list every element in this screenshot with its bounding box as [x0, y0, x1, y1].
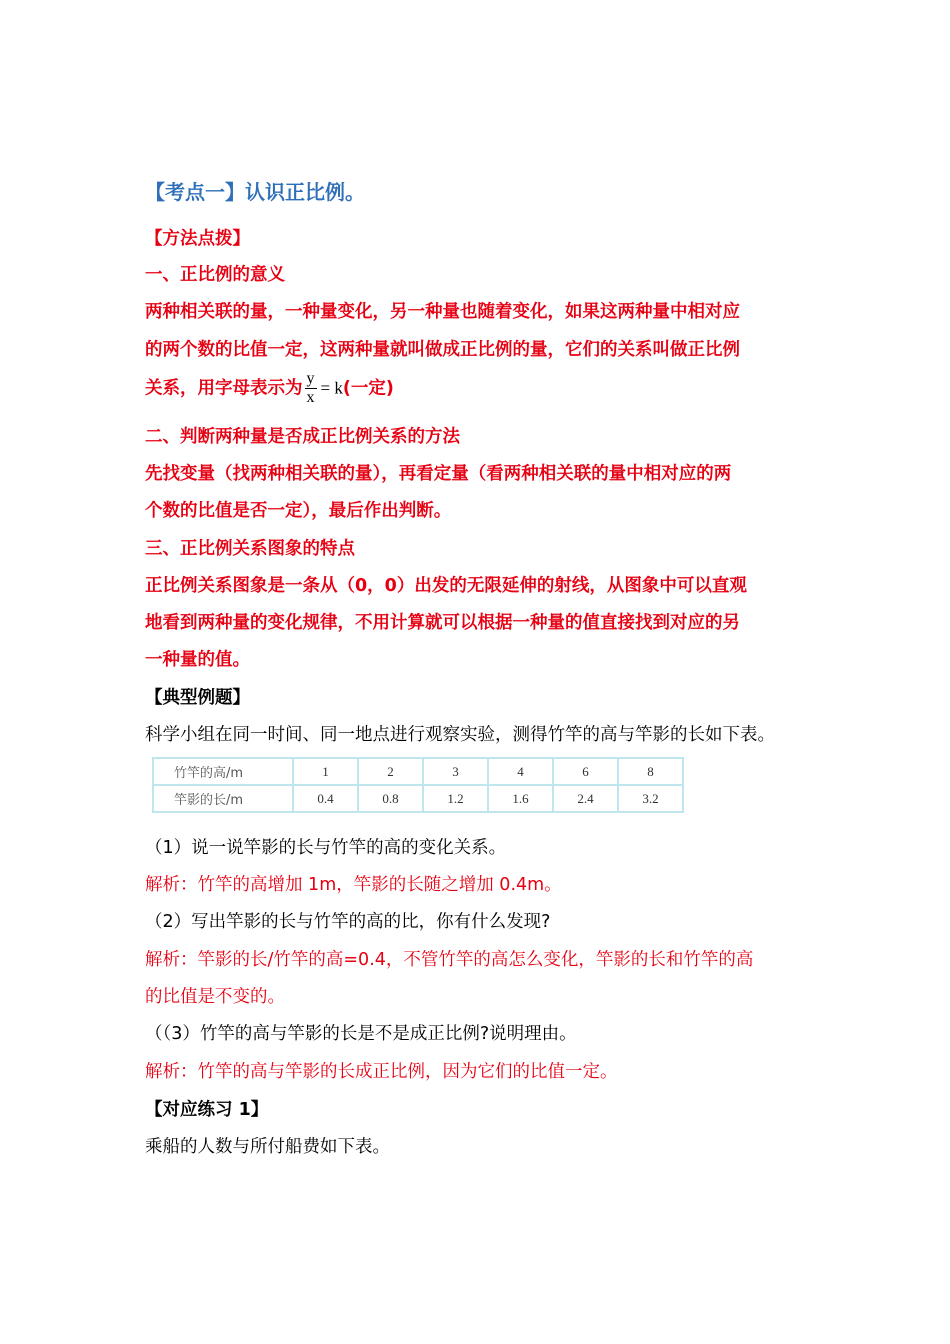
- formula-equals-k: = k: [320, 378, 343, 398]
- practice-intro: 乘船的人数与所付船费如下表。: [145, 1137, 390, 1157]
- practice-label: 【对应练习 1】: [145, 1100, 269, 1120]
- table-row: [153, 758, 683, 785]
- table-cell: 3: [423, 758, 488, 785]
- table-cell: 2.4: [553, 785, 618, 812]
- part1-text-line3: [145, 370, 394, 407]
- formula-fraction: [305, 370, 317, 407]
- table-cell: 1.6: [488, 785, 553, 812]
- table-cell: 0.4: [293, 785, 358, 812]
- answer-3: 解析：竹竿的高与竿影的长成正比例，因为它们的比值一定。: [145, 1062, 618, 1082]
- part1-line3-prefix: 关系，用字母表示为: [145, 378, 303, 399]
- table-cell: 6: [553, 758, 618, 785]
- part3-text-line2: 地看到两种量的变化规律，不用计算就可以根据一种量的值直接找到对应的另: [145, 613, 740, 633]
- table-cell: 1: [293, 758, 358, 785]
- part2-text-line2: 个数的比值是否一定），最后作出判断。: [145, 501, 452, 521]
- table-cell: 1.2: [423, 785, 488, 812]
- table-cell: 2: [358, 758, 423, 785]
- part1-heading: 一、正比例的意义: [145, 265, 285, 285]
- fraction-denominator: x: [306, 389, 315, 406]
- part3-text-line3: 一种量的值。: [145, 650, 250, 670]
- part3-heading: 三、正比例关系图象的特点: [145, 539, 355, 559]
- row-label-bamboo-height: 竹竿的高/m: [153, 758, 293, 785]
- question-3: （（3）竹竿的高与竿影的长是不是成正比例?说明理由。: [145, 1024, 577, 1044]
- row-label-shadow-length: 竿影的长/m: [153, 785, 293, 812]
- part1-line3-suffix: (一定): [342, 378, 394, 399]
- part2-heading: 二、判断两种量是否成正比例关系的方法: [145, 427, 460, 447]
- table-cell: 4: [488, 758, 553, 785]
- part2-text-line1: 先找变量（找两种相关联的量），再看定量（看两种相关联的量中相对应的两: [145, 464, 732, 484]
- answer-2-line2: 的比值是不变的。: [145, 987, 285, 1007]
- part1-text-line1: 两种相关联的量，一种量变化，另一种量也随着变化，如果这两种量中相对应: [145, 302, 740, 322]
- question-1: （1）说一说竿影的长与竹竿的高的变化关系。: [145, 838, 507, 858]
- table-cell: 3.2: [618, 785, 683, 812]
- part3-text-line1: 正比例关系图象是一条从（0，0）出发的无限延伸的射线，从图象中可以直观: [145, 576, 747, 596]
- example-label: 【典型例题】: [145, 688, 250, 708]
- table-cell: 8: [618, 758, 683, 785]
- fraction-numerator: y: [306, 370, 315, 387]
- method-label: 【方法点拨】: [145, 229, 250, 249]
- data-table: [152, 757, 684, 813]
- example-intro: 科学小组在同一时间、同一地点进行观察实验，测得竹竿的高与竿影的长如下表。: [145, 725, 775, 745]
- question-2: （2）写出竿影的长与竹竿的高的比，你有什么发现?: [145, 912, 551, 932]
- table-row: [153, 785, 683, 812]
- answer-2-line1: 解析：竿影的长/竹竿的高=0.4，不管竹竿的高怎么变化，竿影的长和竹竿的高: [145, 950, 754, 970]
- answer-1: 解析：竹竿的高增加 1m，竿影的长随之增加 0.4m。: [145, 875, 562, 895]
- table-cell: 0.8: [358, 785, 423, 812]
- section-title: 【考点一】认识正比例。: [145, 180, 365, 204]
- part1-text-line2: 的两个数的比值一定，这两种量就叫做成正比例的量，它们的关系叫做正比例: [145, 340, 740, 360]
